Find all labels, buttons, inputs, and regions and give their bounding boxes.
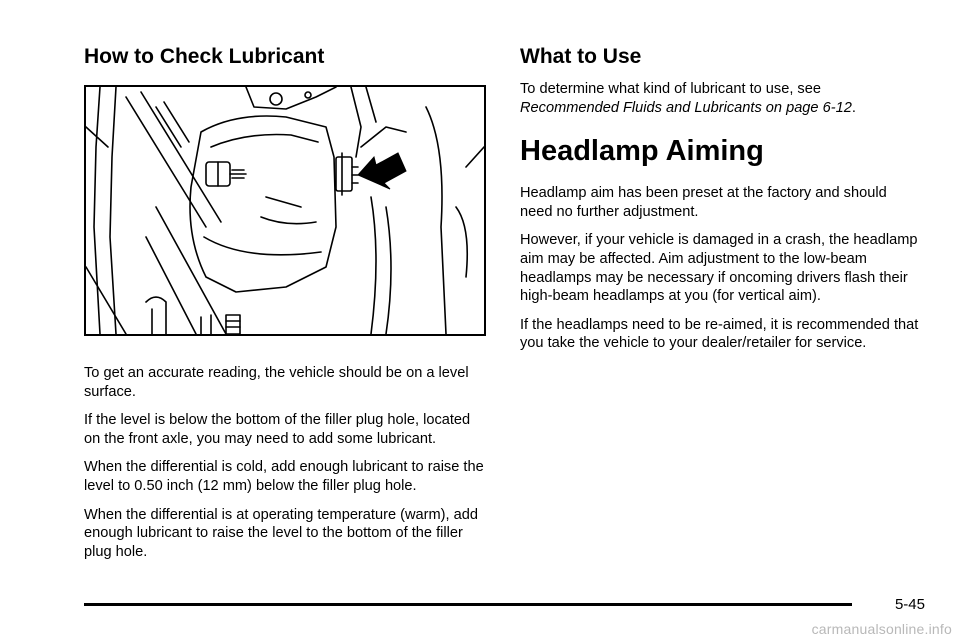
black-arrow-icon: [358, 153, 406, 189]
right-column: [520, 44, 920, 353]
paragraph-warm-differential: When the differential is at operating temperature (warm), add enough lubricant to raise the level to the bottom of the filler plug hole.: [84, 506, 478, 560]
left-column: [84, 44, 488, 70]
footer-rule: [84, 603, 852, 606]
section-heading-headlamp-aiming: Headlamp Aiming: [520, 135, 764, 168]
paragraph-level-surface: To get an accurate reading, the vehicle should be on a level surface.: [84, 365, 469, 400]
section-heading-what-to-use: What to Use: [520, 45, 642, 68]
paragraph-cold-differential: When the differential is cold, add enough lubricant to raise the level to 0.50 inch (12 mm) below the filler plug hole.: [84, 459, 484, 494]
paragraph-below-filler: If the level is below the bottom of the filler plug hole, located on the front axle, you may need to add some lubricant.: [84, 412, 471, 447]
paragraph-crash: However, if your vehicle is damaged in a crash, the headlamp aim may be affected. Aim adjustment to the low-beam headlamps may be necessary if oncoming drivers flash their high-beam headlamps at you (for vertical aim).: [520, 232, 918, 305]
section-heading-check-lubricant: How to Check Lubricant: [84, 45, 325, 68]
axle-illustration: [84, 85, 486, 336]
fluids-reference-link[interactable]: Recommended Fluids and Lubricants on page 6-12: [520, 99, 852, 116]
axle-filler-plug-illustration-icon: [86, 87, 484, 334]
what-to-use-text: To determine what kind of lubricant to use, see: [520, 81, 821, 97]
what-to-use-end: .: [851, 99, 856, 116]
paragraph-preset: Headlamp aim has been preset at the factory and should need no further adjustment.: [520, 185, 887, 220]
page-number: 5-45: [894, 596, 925, 613]
paragraph-reaim: If the headlamps need to be re-aimed, it is recommended that you take the vehicle to your dealer/retailer for service.: [520, 316, 919, 352]
paragraph-what-to-use: [520, 80, 920, 117]
watermark: carmanualsonline.info: [811, 621, 952, 637]
left-body: [84, 364, 488, 561]
